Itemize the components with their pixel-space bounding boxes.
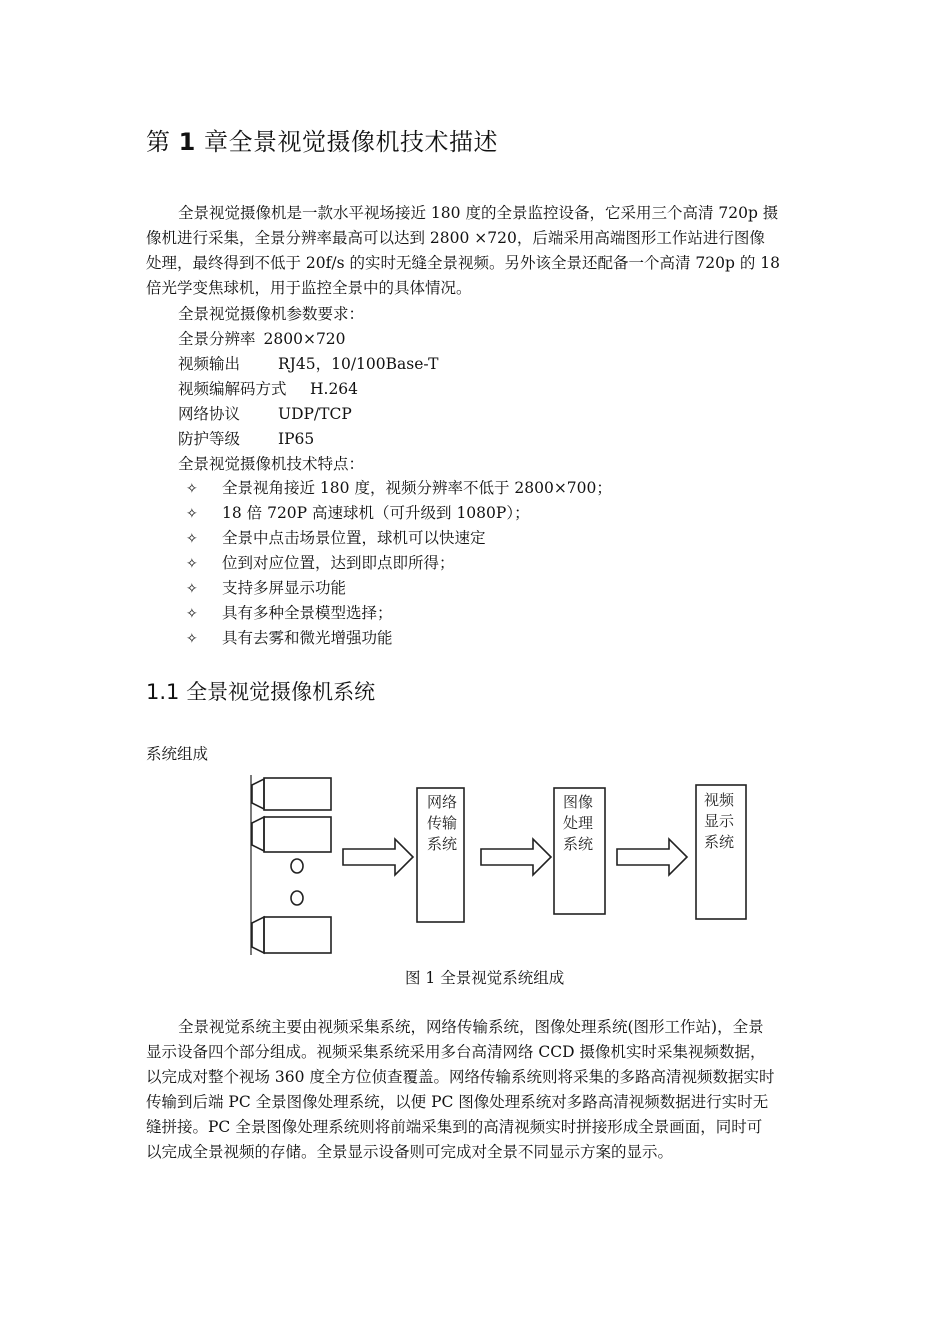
chapter-heading-prefix: 第 xyxy=(146,128,179,156)
box1-line: 传输 xyxy=(427,814,458,832)
feature-text: 支持多屏显示功能 xyxy=(222,579,347,597)
chapter-heading xyxy=(146,122,498,157)
body-line: 以完成对整个视场 360 度全方位侦查覆盖。网络传输系统则将采集的多路高清视频数据实时 xyxy=(146,1068,775,1086)
arrow-right-icon xyxy=(617,839,687,875)
body-line: 缝拼接。PC 全景图像处理系统则将前端采集到的高清视频实时拼接形成全景画面，同时可 xyxy=(146,1118,763,1136)
intro-line: 像机进行采集，全景分辨率最高可以达到 2800 ×720，后端采用高端图形工作站进行图像 xyxy=(146,229,765,247)
param-row xyxy=(178,427,314,452)
feature-item xyxy=(186,476,612,501)
param-value: H.264 xyxy=(310,380,359,398)
arrow-right-icon xyxy=(343,839,413,875)
feature-text: 18 倍 720P 高速球机（可升级到 1080P）； xyxy=(222,504,530,522)
params-title: 全景视觉摄像机参数要求： xyxy=(178,305,365,323)
features-list xyxy=(186,476,612,651)
body-line: 传输到后端 PC 全景图像处理系统，以便 PC 图像处理系统对多路高清视频数据进行实时无 xyxy=(146,1093,769,1111)
box3-line: 视频 xyxy=(704,791,735,809)
intro-line: 处理，最终得到不低于 20f/s 的实时无缝全景视频。另外该全景还配备一个高清 720p 的 18 xyxy=(146,254,781,272)
camera-icon xyxy=(252,917,331,953)
feature-text: 具有多种全景模型选择； xyxy=(222,604,393,622)
sparkle-bullet-icon: ✧ xyxy=(186,606,198,622)
ellipsis-dot-icon xyxy=(291,891,303,905)
camera-icon xyxy=(252,778,331,810)
box1-line: 系统 xyxy=(427,835,458,853)
arrow-right-icon xyxy=(481,839,551,875)
features-title: 全景视觉摄像机技术特点： xyxy=(178,455,365,473)
box1-line: 网络 xyxy=(427,793,458,811)
param-row xyxy=(178,377,358,402)
param-key: 防护等级 xyxy=(178,430,241,448)
system-label: 系统组成 xyxy=(146,745,209,763)
intro-line: 全景视觉摄像机是一款水平视场接近 180 度的全景监控设备，它采用三个高清 720p 摄 xyxy=(178,204,779,222)
param-key: 视频输出 xyxy=(178,355,241,373)
box2-line: 处理 xyxy=(563,814,594,832)
feature-item xyxy=(186,626,612,651)
feature-item xyxy=(186,601,612,626)
feature-text: 具有去雾和微光增强功能 xyxy=(222,629,393,647)
sparkle-bullet-icon: ✧ xyxy=(186,481,198,497)
box2-line: 系统 xyxy=(563,835,594,853)
param-value: UDP/TCP xyxy=(278,405,352,423)
param-key: 网络协议 xyxy=(178,405,241,423)
chapter-heading-title: 章全景视觉摄像机技术描述 xyxy=(195,128,498,156)
sparkle-bullet-icon: ✧ xyxy=(186,531,198,547)
feature-item xyxy=(186,551,612,576)
intro-paragraph xyxy=(146,201,808,301)
feature-text: 全景中点击场景位置，球机可以快速定 xyxy=(222,529,486,547)
param-value: RJ45，10/100Base-T xyxy=(278,355,439,373)
box3-line: 显示 xyxy=(704,812,735,830)
ellipsis-dot-icon xyxy=(291,859,303,873)
sparkle-bullet-icon: ✧ xyxy=(186,631,198,647)
camera-icon xyxy=(252,817,331,852)
system-diagram xyxy=(250,775,750,955)
body-line: 以完成全景视频的存储。全景显示设备则可完成对全景不同显示方案的显示。 xyxy=(146,1143,674,1161)
feature-item xyxy=(186,576,612,601)
box2-line: 图像 xyxy=(563,793,594,811)
chapter-number: 1 xyxy=(178,128,196,156)
feature-item xyxy=(186,501,612,526)
body-line: 全景视觉系统主要由视频采集系统，网络传输系统，图像处理系统(图形工作站)，全景 xyxy=(178,1018,764,1036)
param-row xyxy=(178,327,346,352)
feature-text: 全景视角接近 180 度，视频分辨率不低于 2800×700； xyxy=(222,479,612,497)
sparkle-bullet-icon: ✧ xyxy=(186,581,198,597)
intro-line: 倍光学变焦球机，用于监控全景中的具体情况。 xyxy=(146,279,472,297)
figure-caption: 图 1 全景视觉系统组成 xyxy=(405,969,565,987)
sparkle-bullet-icon: ✧ xyxy=(186,556,198,572)
feature-item xyxy=(186,526,612,551)
param-value: IP65 xyxy=(278,430,315,448)
feature-text: 位到对应位置，达到即点即所得； xyxy=(222,554,455,572)
section-heading: 1.1 全景视觉摄像机系统 xyxy=(146,680,376,704)
param-key: 全景分辨率 xyxy=(178,330,256,348)
sparkle-bullet-icon: ✧ xyxy=(186,506,198,522)
body-paragraph xyxy=(146,1015,808,1165)
box3-line: 系统 xyxy=(704,833,735,851)
param-value: 2800×720 xyxy=(263,330,346,348)
param-key: 视频编解码方式 xyxy=(178,380,287,398)
param-row xyxy=(178,402,352,427)
body-line: 显示设备四个部分组成。视频采集系统采用多台高清网络 CCD 摄像机实时采集视频数据， xyxy=(146,1043,766,1061)
param-row xyxy=(178,352,438,377)
